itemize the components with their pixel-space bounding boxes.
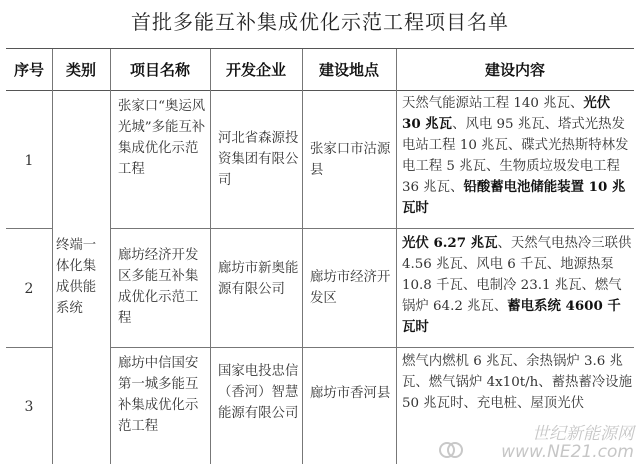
content-highlight: 蓄电系统 4600 千瓦时 [402,298,621,335]
project-table [6,48,634,464]
table-header [6,49,634,91]
header-developer: 开发企业 [225,61,286,79]
content-text: 、风电 95 兆瓦、塔式光热发电站工程 10 兆瓦、碟式光热斯特林发电工程 5 兆瓦、生物质垃圾发电工程 36 兆瓦、 [402,117,629,195]
page-title: 首批多能互补集成优化示范工程项目名单 [131,10,509,34]
watermark: 世纪新能源网 www.NE21.com [501,424,634,462]
grid-line [210,49,211,464]
header-location: 建设地点 [318,61,379,79]
content-highlight: 光伏 30 兆瓦 [402,95,611,132]
header-content: 建设内容 [484,61,545,79]
row-number: 1 [24,153,34,169]
row-number: 2 [24,281,34,297]
grid-line [302,49,303,464]
content [402,93,632,219]
grid-line [52,49,53,464]
location: 廊坊市香河县 [310,386,391,401]
watermark-logo-icon [438,440,464,460]
grid-line [110,49,111,464]
content-text: 天然气能源站工程 140 兆瓦、 [402,96,584,111]
row-divider [6,347,52,348]
row-divider [6,228,52,229]
content-text: 、天然气电热冷三联供 4.56 兆瓦、风电 6 千瓦、地源热泵 10.8 千瓦、电制冷 23.1 兆瓦、燃气锅炉 64.2 兆瓦、 [402,236,632,314]
row-divider [110,347,634,348]
content: 燃气内燃机 6 兆瓦、余热锅炉 3.6 兆瓦、燃气锅炉 4x10t/h、蓄热蓄冷设施 50 兆瓦时、充电桩、屋顶光伏 [402,354,632,411]
location: 张家口市沽源县 [310,142,391,178]
grid-line [396,49,397,464]
content-highlight: 铅酸蓄电池储能装置 10 兆瓦时 [402,179,626,216]
project-name: 廊坊经济开发区多能互补集成优化示范工程 [118,248,199,326]
row-divider [110,228,634,229]
project-name: 廊坊中信国安第一城多能互补集成优化示范工程 [118,356,199,434]
category: 终端一体化集成供能系统 [56,238,97,316]
header-project-name: 项目名称 [129,61,190,79]
content [402,233,632,338]
developer: 廊坊市新奥能源有限公司 [218,261,299,297]
row-number: 3 [24,399,34,415]
content-highlight: 光伏 6.27 兆瓦 [402,235,498,251]
developer: 河北省森源投资集团有限公司 [218,131,299,188]
location: 廊坊市经济开发区 [310,270,391,306]
header-category: 类别 [65,61,96,79]
developer: 国家电投忠信（香河）智慧能源有限公司 [218,364,299,421]
header-no: 序号 [13,61,44,79]
project-name: 张家口“奥运风光城”多能互补集成优化示范工程 [118,99,206,177]
